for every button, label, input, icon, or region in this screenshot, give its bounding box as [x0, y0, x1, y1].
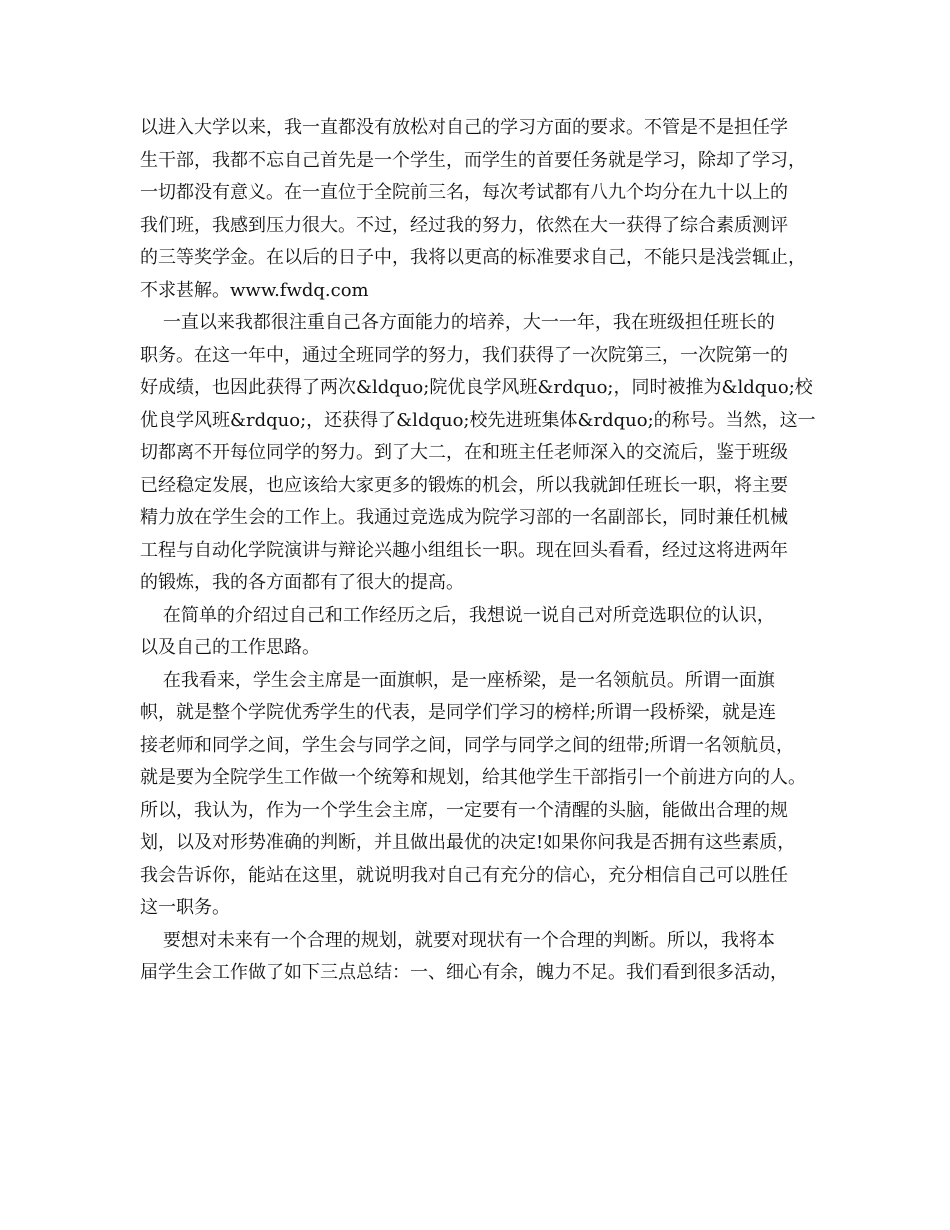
text-line: 已经稳定发展，也应该给大家更多的锻炼的机会，所以我就卸任班长一职，将主要	[140, 474, 788, 496]
text-line: 我会告诉你，能站在这里，就说明我对自己有充分的信心，充分相信自己可以胜任	[140, 864, 788, 886]
text-line: 不求甚解。www.fwdq.com	[140, 279, 369, 301]
text-line: 所以，我认为，作为一个学生会主席，一定要有一个清醒的头脑，能做出合理的规	[140, 799, 788, 821]
text-line: 就是要为全院学生工作做一个统筹和规划，给其他学生干部指引一个前进方向的人。	[140, 767, 806, 788]
text-line: 精力放在学生会的工作上。我通过竞选成为院学习部的一名副部长，同时兼任机械	[140, 507, 788, 528]
text-line: 切都离不开每位同学的努力。到了大二，在和班主任老师深入的交流后，鉴于班级	[140, 442, 788, 463]
text-line: 以进入大学以来，我一直都没有放松对自己的学习方面的要求。不管是不是担任学	[140, 117, 788, 138]
text-line: 好成绩，也因此获得了两次&ldquo;院优良学风班&rdquo;，同时被推为&ldquo;校	[140, 377, 813, 398]
text-line: 工程与自动化学院演讲与辩论兴趣小组组长一职。现在回头看看，经过这将进两年	[140, 539, 788, 561]
text-line: 这一职务。	[140, 897, 230, 918]
text-line: 帜，就是整个学院优秀学生的代表，是同学们学习的榜样;所谓一段桥梁，就是连	[140, 702, 777, 723]
text-line: 我们班，我感到压力很大。不过，经过我的努力，依然在大一获得了综合素质测评	[140, 214, 788, 236]
text-line: 在我看来，学生会主席是一面旗帜，是一座桥梁，是一名领航员。所谓一面旗	[140, 669, 775, 691]
text-line: 以及自己的工作思路。	[140, 637, 320, 658]
text-line: 在简单的介绍过自己和工作经历之后，我想说一说自己对所竞选职位的认识，	[140, 604, 775, 626]
text-line: 接老师和同学之间，学生会与同学之间，同学与同学之间的纽带;所谓一名领航员，	[140, 734, 795, 756]
text-line: 届学生会工作做了如下三点总结：一、细心有余，魄力不足。我们看到很多活动，	[140, 962, 788, 983]
text-line: 划，以及对形势准确的判断，并且做出最优的决定!如果你问我是否拥有这些素质，	[140, 832, 796, 853]
text-line: 一切都没有意义。在一直位于全院前三名，每次考试都有八九个均分在九十以上的	[140, 182, 788, 203]
text-line: 要想对未来有一个合理的规划，就要对现状有一个合理的判断。所以，我将本	[140, 929, 775, 951]
text-line: 职务。在这一年中，通过全班同学的努力，我们获得了一次院第三，一次院第一的	[140, 344, 788, 366]
text-line: 的锻炼，我的各方面都有了很大的提高。	[140, 572, 464, 593]
text-line: 生干部，我都不忘自己首先是一个学生，而学生的首要任务就是学习，除却了学习，	[140, 149, 806, 171]
text-line: 一直以来我都很注重自己各方面能力的培养，大一一年，我在班级担任班长的	[140, 312, 775, 333]
text-line: 的三等奖学金。在以后的日子中，我将以更高的标准要求自己，不能只是浅尝辄止，	[140, 247, 806, 268]
text-line: 优良学风班&rdquo;，还获得了&ldquo;校先进班集体&rdquo;的称号。当然，这一	[140, 409, 816, 431]
document-body	[140, 112, 815, 990]
